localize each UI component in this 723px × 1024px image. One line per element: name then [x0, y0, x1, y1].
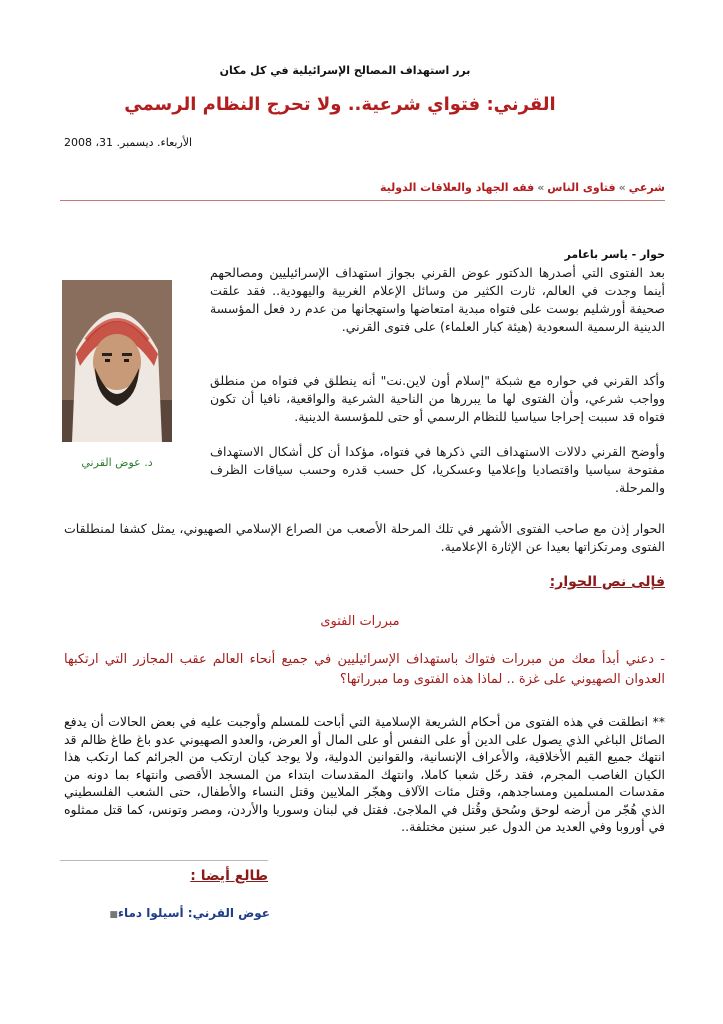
breadcrumb-separator: » [618, 181, 626, 194]
breadcrumb-item-fatwas[interactable]: فتاوى الناس [547, 181, 616, 194]
see-also-title: طالع أيضا : [190, 868, 268, 884]
article-title: القرني: فتواي شرعية.. ولا تحرج النظام الرسمي [124, 94, 556, 115]
portrait-image [62, 280, 172, 442]
breadcrumb-divider [60, 200, 665, 201]
author-photo [62, 280, 172, 442]
interview-question: - دعني أبدأ معك من مبررات فتواك باستهداف الإسرائيليين في جميع أنحاء العالم عقب المجازر التي ارتكبها العدوان الصهيوني على غزة .. لماذا هذه الفتوى وما مبرراتها؟ [64, 652, 665, 687]
article-paragraph: وأكد القرني في حواره مع شبكة "إسلام أون لاين.نت" أنه ينطلق في فتواه من منطلق وواجب شرعي، وأن الفتوى لها ما يبررها من الناحية الشرعية والواقعية، نافيا أن تكون فتواه قد سببت إحراجا سياسيا للنظام الرسمي أو حتى للمؤسسة الدينية. [210, 373, 665, 424]
breadcrumb-item-sharia[interactable]: شرعي [628, 181, 665, 194]
article-paragraph: الحوار إذن مع صاحب الفتوى الأشهر في تلك المرحلة الأصعب من الصراع الإسلامي الصهيوني، يمثل كشفا لمنطلقات الفتوى ومرتكزاتها بعيدا عن الإثارة الإعلامية. [64, 521, 665, 554]
see-also-item[interactable] [60, 906, 270, 920]
see-also-divider [60, 860, 268, 861]
bullet-icon: ■ [109, 910, 118, 920]
article-paragraph: وأوضح القرني دلالات الاستهداف التي ذكرها في فتواه، مؤكدا أن كل أشكال الاستهداف مفتوحة سياسيا واقتصاديا وإعلاميا وعسكريا، كل حسب قدره وحسب سياقات الظرف والمرحلة. [210, 444, 665, 495]
section-heading: فإلى نص الحوار: [549, 574, 665, 590]
section-subheading: مبررات الفتوى [320, 614, 400, 629]
see-also-link[interactable]: عوض القرني: أسيلوا دماء [117, 906, 270, 920]
breadcrumb [60, 181, 665, 194]
breadcrumb-separator: » [537, 181, 545, 194]
article-byline: حوار - ياسر باعامر [564, 248, 665, 261]
photo-caption: د. عوض القرني [81, 456, 153, 469]
breadcrumb-item-jihad[interactable]: فقه الجهاد والعلاقات الدولية [379, 181, 535, 194]
article-paragraph: بعد الفتوى التي أصدرها الدكتور عوض القرني بجواز استهداف الإسرائيليين ومصالحهم أينما وجدت في العالم، ثارت الكثير من وسائل الإعلام الغربية واليهودية.. فقد علقت صحيفة أورشليم بوست على فتواه مبدية امتعاضها واستهجانها من عدم رد فعل المؤسسة الدينية الرسمية السعودية (هيئة كبار العلماء) على فتوى القرني. [210, 265, 665, 334]
article-date: الأربعاء. ديسمبر. 31، 2008 [64, 136, 193, 149]
interview-answer: ** انطلقت في هذه الفتوى من أحكام الشريعة الإسلامية التي أباحت للمسلم وأوجبت عليه في بعض الحالات أن يدفع الصائل الباغي الذي يصول على الدين أو على النفس أو على المال أو العرض، والعدو الصهيوني عدو باغ طاغ ظالم قد انتهك جميع القيم الأخلاقية، والأعراف الإنسانية، والقوانين الدولية، ولا يوجد كيان ارتكب من الجرائم كما ارتكب هذا الكيان الغاصب المجرم، فقد رحّل شعبا كاملا، وانتهك المقدسات ابتداء من المسجد الأقصى وانتهاء بما دونه من مقدسات المسلمين ومساجدهم، وقتل مئات الآلاف وهجّر الملايين وقتل النساء والأطفال، حتى الشعب الفلسطيني الذي هُجّر من أرضه لوحق وسُحق وقُتل في الملاجئ. فقتل في لبنان وسوريا والأردن، ومصر وتونس، كما قتل ممثلوه في أوروبا وفي العديد من الدول عبر سنين مختلفة.. [64, 714, 665, 834]
article-kicker: برر استهداف المصالح الإسرائيلية في كل مكان [219, 64, 471, 77]
